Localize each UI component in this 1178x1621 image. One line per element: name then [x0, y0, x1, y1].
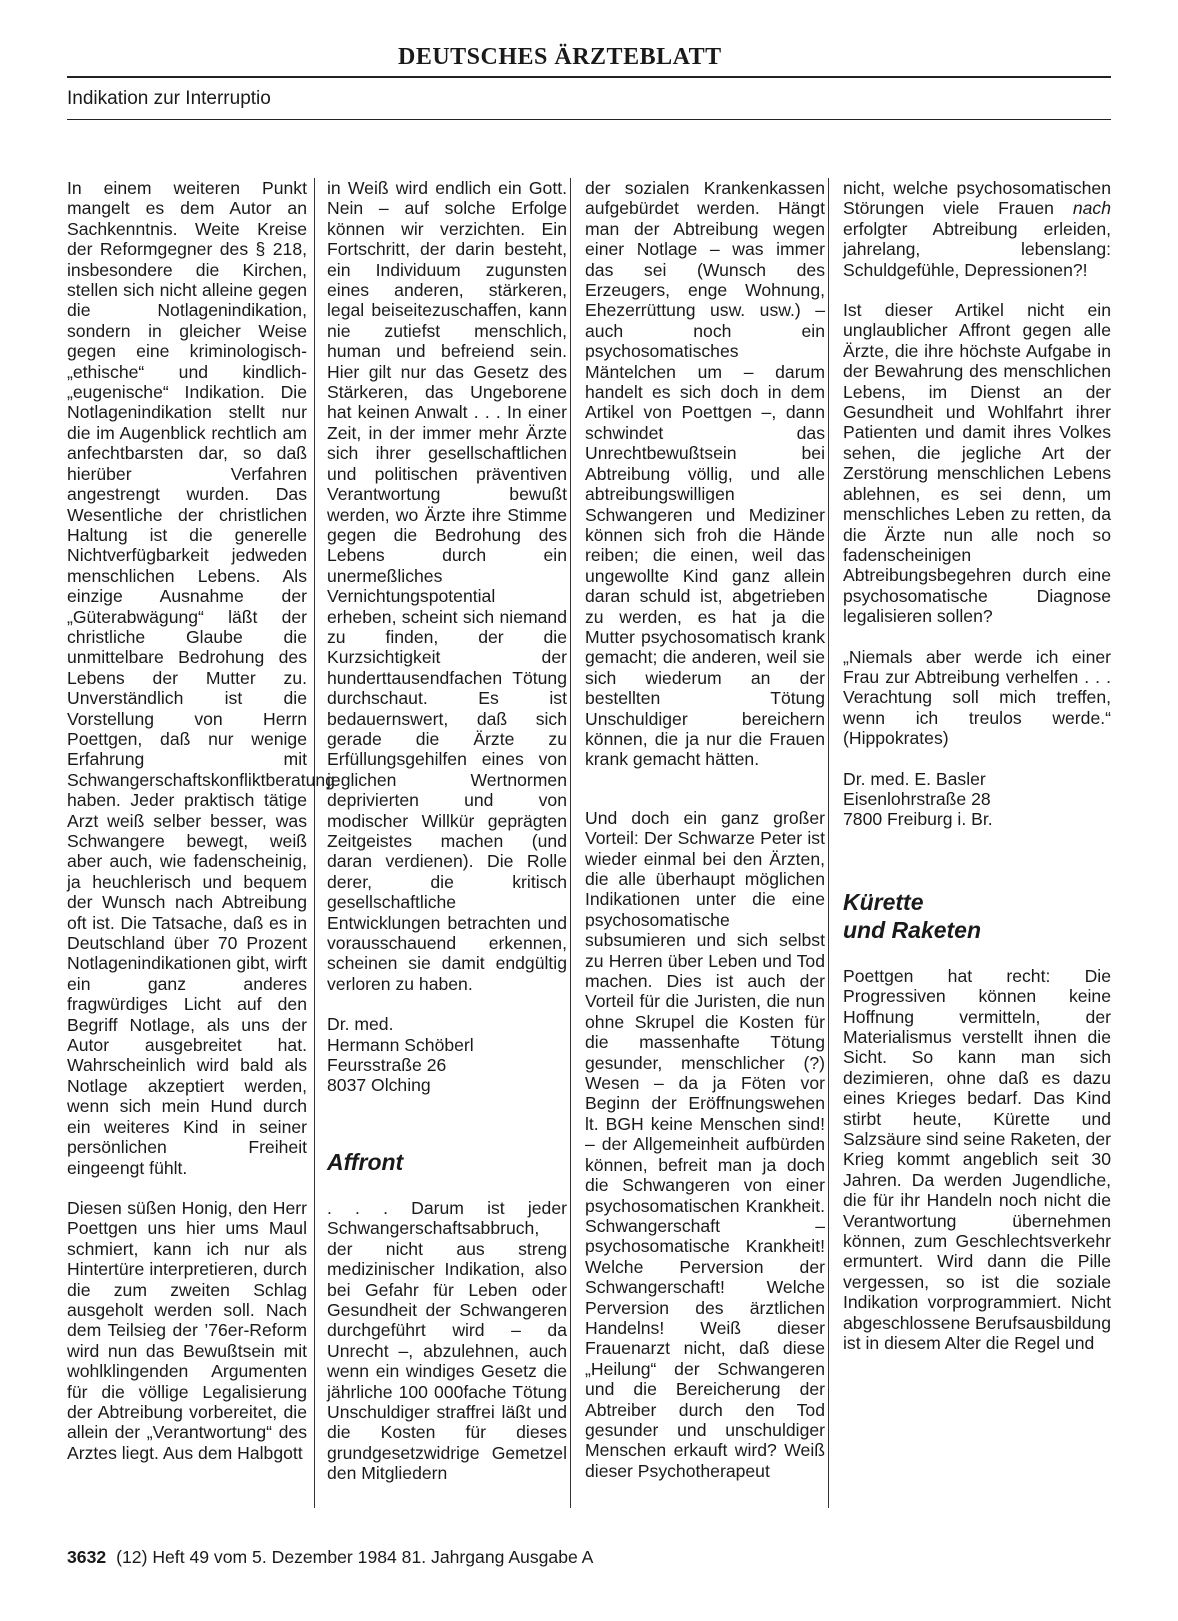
letter-signature [843, 769, 1111, 830]
page-footer [67, 1547, 593, 1568]
column-divider [314, 178, 315, 1508]
paragraph: Poettgen hat recht: Die Progressiven können keine Hoffnung vermitteln, der Materialismus verstellt ihnen die Sicht. So kann man sich dezimieren, ohne daß es dazu eines Krieges bedarf. Das Kind stirbt heute, Kürette und Salzsäure sind seine Raketen, der Krieg kommt angeblich seit 30 Jahren. Da werden Jugendliche, die für ihr Handeln noch nicht die Verantwortung übernehmen können, zum Geschlechtsverkehr ermuntert. Wird dann die Pille vergessen, so ist die soziale Indikation vorprogrammiert. Nicht abgeschlossene Berufsausbildung ist in diesem Alter die Regel und [843, 965, 1112, 1354]
issue-info: (12) Heft 49 vom 5. Dezember 1984 81. Jahrgang Ausgabe A [116, 1547, 594, 1567]
header-rule-top [67, 76, 1111, 78]
letter-signature [327, 1014, 567, 1096]
article-heading [843, 888, 1111, 944]
signature-line: Hermann Schöberl [327, 1034, 474, 1055]
text-run: nicht, welche psychosomatischen Störungen viele Frauen [843, 178, 1111, 219]
paragraph: in Weiß wird endlich ein Gott. Nein – auf solche Erfolge können wir verzichten. Ein Fortschritt, der darin besteht, ein Individuum zugunsten eines anderen, stärkeren, legal beiseitezuschaffen, kann nie zutiefst menschlich, human und befreiend sein. Hier gilt nur das Gesetz des Stärkeren, das Ungeborene hat keinen Anwalt . . . In einer Zeit, in der immer mehr Ärzte sich ihrer gesellschaftlichen und politischen präventiven Verantwortung bewußt werden, wo Ärzte ihre Stimme gegen die Bedrohung des Lebens durch ein unermeßliches Vernichtungspotential erheben, scheint sich niemand zu finden, der die Kurzsichtigkeit der hunderttausendfachen Tötung durchschaut. Es ist bedauernswert, daß sich gerade die Ärzte zu Erfüllungsgehilfen eines von jeglichen Wertnormen deprivierten und von modischer Willkür geprägten Zeitgeistes machen (und daran verdienen). Die Rolle derer, die kritisch gesellschaftliche Entwicklungen betrachten und vorausschauend erkennen, scheinen sie damit endgültig verloren zu haben. [327, 178, 567, 994]
signature-line: Eisenlohrstraße 28 [843, 788, 991, 809]
paragraph: Ist dieser Artikel nicht ein unglaublicher Affront gegen alle Ärzte, die ihre höchste Aufgabe in der Bewahrung des menschlichen Lebens, im Dienst an der Gesundheit und Wohlfahrt ihrer Patienten und damit ihres Volkes sehen, die jegliche Art der Zerstörung menschlichen Lebens ablehnen, es sei denn, um menschliches Leben zu retten, da die Ärzte nun alle noch so fadenscheinigen Abtreibungsbegehren durch eine psychosomatische Diagnose legalisieren sollen? [843, 300, 1111, 627]
paragraph: In einem weiteren Punkt mangelt es dem Autor an Sachkenntnis. Weite Kreise der Reformgegner des § 218, insbesondere die Kirchen, stellen sich nicht alleine gegen die Notlagenindikation, sondern in gleicher Weise gegen eine kriminologisch-„ethische“ und kindlich-„eugenische“ Indikation. Die Notlagenindikation stellt nur die im Augenblick rechtlich am anfechtbarsten dar, so daß hierüber Verfahren angestrengt wurden. Das Wesentliche der christlichen Haltung ist die generelle Nichtverfügbarkeit jedweden menschlichen Lebens. Als einzige Ausnahme der „Güterabwägung“ läßt der christliche Glaube die unmittelbare Bedrohung des Lebens der Mutter zu. Unverständlich ist die Vorstellung von Herrn Poettgen, daß nur wenige Erfahrung mit Schwangerschaftskonfliktberatung haben. Jeder praktisch tätige Arzt weiß selber besser, was Schwangere bewegt, weiß aber auch, wie fadenscheinig, ja heuchlerisch und bequem der Wunsch nach Abtreibung oft ist. Die Tatsache, daß es in Deutschland über 70 Prozent Notlagenindikationen gibt, wirft ein ganz anderes fragwürdiges Licht auf den Begriff Notlage, als uns der Autor ausgebreitet hat. Wahrscheinlich wird bald als Notlage akzeptiert werden, wenn sich mein Hund durch ein weiteres Kind in seiner persönlichen Freiheit eingeengt fühlt. [67, 178, 335, 1178]
signature-line: Dr. med. E. Basler [843, 768, 986, 789]
article-heading: Affront [327, 1148, 404, 1175]
paragraph [843, 178, 1111, 280]
signature-line: 7800 Freiburg i. Br. [843, 809, 993, 830]
column-divider [570, 178, 571, 1508]
paragraph: der sozialen Krankenkassen aufgebürdet werden. Hängt man der Abtreibung wegen einer Notlage – was immer das sei (Wunsch des Erzeugers, enge Wohnung, Ehezerrüttung usw. usw.) – auch noch ein psychosomatisches Mäntelchen um – darum handelt es sich doch in dem Artikel von Poettgen –, dann schwindet das Unrechtbewußtsein bei Abtreibung völlig, und alle abtreibungswilligen Schwangeren und Mediziner können sich froh die Hände reiben; die einen, weil das ungewollte Kind ganz allein daran schuld ist, abgetrieben zu werden, es hat ja die Mutter psychosomatisch krank gemacht; die anderen, weil sie sich wiederum an der bestellten Tötung Unschuldiger bereichern können, die ja nur die Frauen krank gemacht hätten. [585, 178, 825, 770]
column-4 [843, 178, 1111, 1354]
header-rule-bottom [67, 119, 1111, 120]
signature-line: Dr. med. [327, 1014, 394, 1035]
heading-line: und Raketen [843, 916, 982, 943]
column-1 [67, 178, 335, 1463]
emphasis: nach [1072, 198, 1111, 219]
signature-line: 8037 Olching [327, 1075, 431, 1096]
paragraph: „Niemals aber werde ich einer Frau zur Abtreibung verhelfen . . . Verachtung soll mich treffen, wenn ich treulos werde.“ (Hippokrates) [843, 646, 1111, 749]
masthead: DEUTSCHES ÄRZTEBLATT [398, 44, 722, 70]
section-label: Indikation zur Interruptio [67, 88, 271, 109]
text-run: erfolgter Abtreibung erleiden, jahrelang, lebenslang: Schuldgefühle, Depressionen?! [843, 218, 1111, 280]
paragraph: Und doch ein ganz großer Vorteil: Der Schwarze Peter ist wieder einmal bei den Ärzten, die alle überhaupt möglichen Indikationen unter die eine psychosomatische subsumieren und sich selbst zu Herren über Leben und Tod machen. Dies ist auch der Vorteil für die Juristen, die nun ohne Skrupel die Kosten für die massenhafte Tötung gesunder, menschlicher (?) Wesen – da ja Föten vor Beginn der Eröffnungswehen lt. BGH keine Menschen sind! – der Allgemeinheit aufbürden können, befreit man ja doch die Schwangeren von einer psychosomatischen Krankheit. Schwangerschaft – psychosomatische Krankheit! Welche Perversion der Schwangerschaft! Welche Perversion des ärztlichen Handelns! Weiß dieser Frauenarzt nicht, daß diese „Heilung“ der Schwangeren und die Bereicherung der Abtreiber durch den Tod gesunder und unschuldiger Menschen erkauft wird? Weiß dieser Psychotherapeut [585, 807, 825, 1481]
page-number: 3632 [67, 1547, 107, 1567]
column-3 [585, 178, 825, 1481]
column-2 [327, 178, 567, 1484]
paragraph: . . . Darum ist jeder Schwangerschaftsabbruch, der nicht aus streng medizinischer Indikation, also bei Gefahr für Leben oder Gesundheit der Schwangeren durchgeführt wird – da Unrecht –, abzulehnen, auch wenn ein windiges Gesetz die jährliche 100 000fache Tötung Unschuldiger straffrei läßt und die Kosten für dieses grundgesetzwidrige Gemetzel den Mitgliedern [327, 1197, 567, 1484]
heading-line: Kürette [843, 888, 924, 915]
paragraph: Diesen süßen Honig, den Herr Poettgen uns hier ums Maul schmiert, kann ich nur als Hintertüre interpretieren, durch die zum zweiten Schlag ausgeholt werden soll. Nach dem Teilsieg der ’76er-Reform wird nun das Bewußtsein mit wohlklingenden Argumenten für die völlige Legalisierung der Abtreibung vorbereitet, die allein der „Verantwortung“ des Arztes liegt. Aus dem Halbgott [67, 1197, 307, 1463]
signature-line: Feursstraße 26 [327, 1055, 447, 1076]
column-divider [828, 178, 829, 1508]
